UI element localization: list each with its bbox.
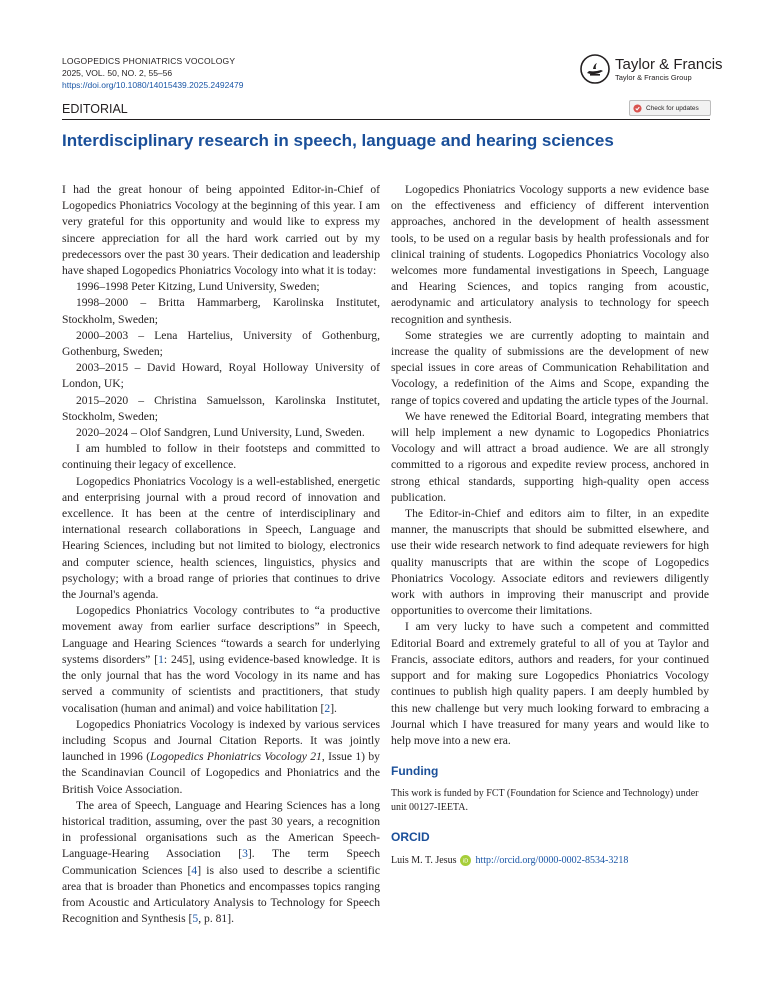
editor-list-item: 2020–2024 – Olof Sandgren, Lund University, Lund, Sweden. bbox=[76, 426, 365, 440]
taylor-francis-lamp-icon bbox=[580, 54, 610, 84]
right-column bbox=[391, 182, 709, 868]
paragraph: The Editor-in-Chief and editors aim to filter, in an expedite manner, the manuscripts that should be submitted elsewhere, and use their wide research network to find adequate reviewers for high quality manuscripts that are within the scope of Logopedics Phoniatrics Vocology. Associate editors and reviewers diligently work with authors in improving their manuscript and provide opportunities to overcome their limitations. bbox=[391, 507, 709, 618]
doi-link[interactable]: https://doi.org/10.1080/14015439.2025.2492479 bbox=[62, 80, 244, 90]
paragraph: I am very lucky to have such a competent and committed Editorial Board and extremely grateful to all of you at Taylor and Francis, associate editors, authors and readers, for your continued support and for making sure Logopedics Phoniatrics Vocology continues to publish high quality papers. I am deeply humbled by this new challenge but very much looking forward to embracing a Journal which I have treasured for many years and would like to help move into a new era. bbox=[391, 620, 709, 747]
orcid-link[interactable]: http://orcid.org/0000-0002-8534-3218 bbox=[475, 854, 629, 866]
svg-text:iD: iD bbox=[463, 858, 469, 865]
paragraph: I am humbled to follow in their footsteps and committed to continuing their legacy of excellence. bbox=[62, 442, 380, 472]
orcid-heading: ORCID bbox=[391, 830, 430, 845]
funding-text: This work is funded by FCT (Foundation for Science and Technology) under unit 00127-IEETA. bbox=[391, 788, 699, 814]
editor-list-item: 1998–2000 – Britta Hammarberg, Karolinska Institutet, Stockholm, Sweden; bbox=[62, 296, 380, 326]
volume-line: 2025, VOL. 50, NO. 2, 55–56 bbox=[62, 68, 173, 78]
section-label: EDITORIAL bbox=[62, 102, 128, 116]
paragraph-area: The area of Speech, Language and Hearing Sciences has a long historical tradition, assuming, over the past 30 years, a recognition in professional organisations such as the American Speech-Language-Hearing Association [3]. The term Speech Communication Sciences [4] is also used to describe a scientific area that is broader than Phonetics and encompasses topics ranging from Acoustic and Articulatory Analysis to Technology for Speech Recognition and Synthesis [5, p. 81]. bbox=[62, 798, 381, 926]
orcid-icon[interactable] bbox=[460, 855, 471, 866]
editor-list-item: 2015–2020 – Christina Samuelsson, Karolinska Institutet, Stockholm, Sweden; bbox=[62, 393, 380, 423]
paragraph: Logopedics Phoniatrics Vocology is a well-established, energetic and enterprising journal with a proud record of innovation and excellence. It has been at the centre of interdisciplinary and international research collaborations in Speech, Language and Hearing Sciences, including but not limited to biology, electronics and computer science, health sciences, linguistics, physics and psychology; with a broad range of priories that continues to drive the Journal's agenda. bbox=[62, 474, 380, 602]
citation-link[interactable]: 4 bbox=[191, 863, 198, 877]
check-updates-label: Check for updates bbox=[646, 104, 699, 112]
article-meta bbox=[62, 55, 244, 91]
editor-list-item: 2000–2003 – Lena Hartelius, University of Gothenburg, Gothenburg, Sweden; bbox=[62, 328, 380, 359]
citation-link[interactable]: 3 bbox=[242, 847, 248, 861]
paragraph: Logopedics Phoniatrics Vocology supports a new evidence base on the effectiveness and efficiency of different intervention approaches, anchored in the development of health assessment tools, to be used on a regular basis by health professionals and for clinical training of students. Logopedics Phoniatrics Vocology also welcomes more fundamental investigations in Speech, Language and Hearing Sciences, and topics ranging from acoustic, aerodynamic and articulatory analysis to technology for speech recognition and synthesis. bbox=[391, 183, 709, 326]
paragraph: Some strategies we are currently adopting to maintain and increase the quality of submissions are the development of new special issues in core areas of Communication Rehabilitation and Vocology, a redefinition of the Aims and Scope, expanding the range of topics covered and updating the article types of the Journal. bbox=[391, 328, 709, 407]
paragraph: We have renewed the Editorial Board, integrating members that will help implement a new dynamic to Logopedics Phoniatrics Vocology and will attract a broad audience. We are all strongly committed to a rigorous and expedite review process, anchored in strong ethical standards, supporting high-quality open access publication. bbox=[391, 409, 709, 504]
orcid-author: Luis M. T. Jesus bbox=[391, 854, 457, 866]
article-title: Interdisciplinary research in speech, language and hearing sciences bbox=[62, 131, 614, 150]
publisher-group: Taylor & Francis Group bbox=[615, 72, 692, 82]
citation-link[interactable]: 5 bbox=[192, 912, 199, 926]
paragraph-contributes: Logopedics Phoniatrics Vocology contributes to “a productive movement away from earlier surface descriptions” in Speech, Language and Hearing Sciences “towards a search for underlying systems disorders” [1: 245], using evidence-based knowledge. It is the only journal that has the word Vocology in its name and has served a community of scientists and practitioners, that study vocalisation (human and animal) and voice habilitation [2]. bbox=[62, 604, 380, 715]
publisher-logo[interactable] bbox=[580, 54, 723, 84]
publisher-name: Taylor & Francis bbox=[615, 55, 723, 73]
check-updates-icon bbox=[633, 104, 642, 113]
left-column bbox=[62, 182, 380, 927]
journal-name: LOGOPEDICS PHONIATRICS VOCOLOGY bbox=[62, 56, 236, 66]
editor-list-item: 1996–1998 Peter Kitzing, Lund University, Sweden; bbox=[76, 280, 320, 294]
header-rule bbox=[62, 119, 710, 120]
editor-list-item: 2003–2015 – David Howard, Royal Holloway University of London, UK; bbox=[62, 361, 380, 391]
citation-link[interactable]: 1 bbox=[158, 652, 164, 666]
citation-link[interactable]: 2 bbox=[324, 701, 331, 715]
orcid-entry bbox=[391, 854, 709, 868]
intro-paragraph: I had the great honour of being appointed Editor-in-Chief of Logopedics Phoniatrics Vocology at the beginning of this year. I am very grateful for this opportunity and would like to express my sincere appreciation for all the hard work carried out by my predecessors over the past 30 years. Their dedication and leadership have shaped Logopedics Phoniatrics Vocology into what it is today: bbox=[62, 183, 380, 278]
paragraph-indexed: Logopedics Phoniatrics Vocology is indexed by various services including Scopus and Journal Citation Reports. It was jointly launched in 1996 (Logopedics Phoniatrics Vocology 21, Issue 1) by the Scandinavian Council of Logopedics and Phoniatrics and the British Voice Association. bbox=[62, 717, 380, 796]
funding-heading: Funding bbox=[391, 764, 439, 779]
check-for-updates-button[interactable] bbox=[629, 100, 711, 116]
